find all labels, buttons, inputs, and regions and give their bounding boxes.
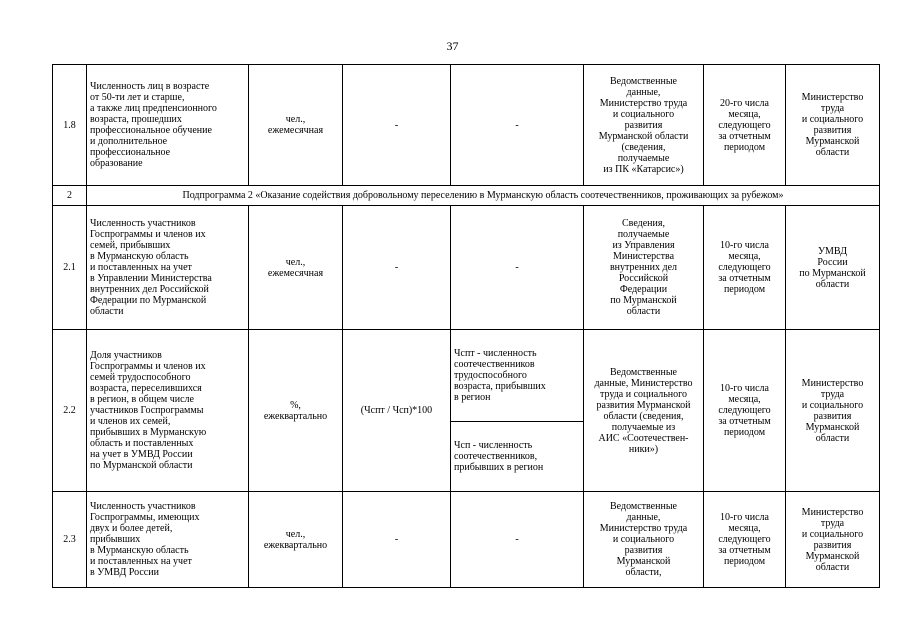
responsible-cell xyxy=(786,330,880,492)
text-line: за отчетным xyxy=(718,273,771,284)
text-line: %, xyxy=(290,399,301,411)
text-line: УМВД xyxy=(817,245,848,257)
text-line: Ведомственные xyxy=(610,366,677,378)
text-line: Министерство xyxy=(801,377,864,389)
text-line: труда xyxy=(820,517,845,529)
indicator-cell xyxy=(87,330,249,492)
text-line: месяца, xyxy=(728,394,761,405)
text-line: месяца, xyxy=(728,108,761,120)
text-line: Госпрограммы и членов их xyxy=(90,229,206,240)
table-row xyxy=(53,330,880,422)
text-line: а также лиц предпенсионного xyxy=(90,103,217,114)
text-line: и социального xyxy=(801,399,864,411)
text-line: Министерство xyxy=(801,506,864,518)
text-line: и членов их семей, xyxy=(90,416,171,427)
text-line: чел., xyxy=(285,114,306,125)
indicators-table xyxy=(52,64,880,588)
text-line: данные, xyxy=(626,512,661,523)
variable-chspt-cell xyxy=(451,330,584,422)
text-line: периодом xyxy=(723,427,766,438)
text-line: области xyxy=(815,432,850,444)
text-line: и социального xyxy=(801,114,864,125)
text-line: развития Мурманской xyxy=(596,399,691,411)
text-line: получаемые xyxy=(617,152,670,164)
text-line: прибывших в Мурманскую xyxy=(90,427,207,438)
text-line: за отчетным xyxy=(718,130,771,142)
text-line: следующего xyxy=(718,534,771,545)
text-line: (сведения, xyxy=(621,141,666,153)
formula-cell: (Чспт / Чсп)*100 xyxy=(343,330,451,492)
deadline-cell xyxy=(704,206,786,330)
text-line: ежеквартально xyxy=(263,410,328,422)
text-line: от 50-ти лет и старше, xyxy=(90,92,185,103)
text-line: месяца, xyxy=(728,251,761,262)
unit-cell xyxy=(249,206,343,330)
text-line: двух и более детей, xyxy=(90,523,173,534)
text-line: область и поставленных xyxy=(90,438,194,449)
variables-cell: - xyxy=(451,206,584,330)
variables-cell: - xyxy=(451,65,584,186)
text-line: из ПК «Катарсис») xyxy=(603,163,684,175)
indicator-cell xyxy=(87,492,249,588)
text-line: месяца, xyxy=(728,523,761,534)
text-line: Министерства xyxy=(612,251,675,262)
text-line: Мурманской xyxy=(616,556,671,567)
text-line: профессиональное обучение xyxy=(90,125,212,136)
text-line: прибывших xyxy=(90,534,141,545)
text-line: периодом xyxy=(723,284,766,295)
text-line: развития xyxy=(813,125,852,136)
variable-chsp-cell xyxy=(451,422,584,492)
text-line: области, xyxy=(625,567,662,578)
text-line: развития xyxy=(813,539,852,551)
text-line: в регион, в общем числе xyxy=(90,394,194,405)
text-line: возраста, переселившихся xyxy=(90,383,202,394)
text-line: получаемые xyxy=(617,229,670,240)
text-line: семей, прибывших xyxy=(90,240,171,251)
text-line: области xyxy=(815,147,850,158)
text-line: участников Госпрограммы xyxy=(90,405,204,416)
unit-cell xyxy=(249,492,343,588)
subprogram-number: 2 xyxy=(53,186,87,206)
source-cell xyxy=(584,206,704,330)
text-line: Ведомственные xyxy=(610,501,677,512)
text-line: Численность участников xyxy=(90,501,196,512)
text-line: Мурманской xyxy=(805,550,860,562)
indicator-cell xyxy=(87,206,249,330)
text-line: 20-го числа xyxy=(720,97,769,109)
formula-cell: - xyxy=(343,206,451,330)
text-line: по Мурманской xyxy=(610,295,677,306)
subprogram-row xyxy=(53,186,880,206)
text-line: Чспт - численность xyxy=(454,348,537,359)
row-number: 1.8 xyxy=(53,65,87,186)
text-line: и социального xyxy=(612,108,675,120)
deadline-cell xyxy=(704,330,786,492)
row-number: 2.2 xyxy=(53,330,87,492)
text-line: развития xyxy=(624,545,663,556)
text-line: труда и социального xyxy=(599,388,688,400)
row-number: 2.3 xyxy=(53,492,87,588)
text-line: 10-го числа xyxy=(720,512,769,523)
responsible-cell xyxy=(786,492,880,588)
text-line: и дополнительное xyxy=(90,136,168,147)
unit-cell xyxy=(249,65,343,186)
table-row xyxy=(53,65,880,186)
text-line: России xyxy=(817,256,848,268)
text-line: возраста, прошедших xyxy=(90,114,182,125)
text-line: Численность лиц в возрасте xyxy=(90,81,210,92)
text-line: развития xyxy=(813,410,852,422)
table-row xyxy=(53,206,880,330)
text-line: и социального xyxy=(612,534,675,545)
text-line: следующего xyxy=(718,405,771,416)
text-line: области (сведения, xyxy=(603,410,684,422)
text-line: труда xyxy=(820,103,845,114)
text-line: образование xyxy=(90,158,143,169)
text-line: АИС «Соотечествен- xyxy=(598,432,689,444)
text-line: области xyxy=(90,306,124,317)
text-line: Министерство труда xyxy=(599,523,688,534)
text-line: внутренних дел xyxy=(609,262,678,273)
text-line: профессиональное xyxy=(90,147,171,158)
row-number: 2.1 xyxy=(53,206,87,330)
page-number: 37 xyxy=(446,39,459,53)
text-line: трудоспособного xyxy=(454,370,527,381)
text-line: периодом xyxy=(723,556,766,567)
source-cell xyxy=(584,492,704,588)
text-line: соотечественников, xyxy=(454,451,538,462)
text-line: за отчетным xyxy=(718,545,771,556)
text-line: Мурманской xyxy=(805,421,860,433)
formula-cell: - xyxy=(343,492,451,588)
text-line: Федерации по Мурманской xyxy=(90,295,207,306)
text-line: семей трудоспособного xyxy=(90,372,191,383)
subprogram-title: Подпрограмма 2 «Оказание содействия добровольному переселению в Мурманскую область соотечественников, проживающих за рубежом» xyxy=(87,186,880,206)
text-line: по Мурманской области xyxy=(90,460,193,471)
text-line: Ведомственные xyxy=(610,75,677,87)
text-line: следующего xyxy=(718,119,771,131)
text-line: в УМВД России xyxy=(90,567,159,578)
text-line: Министерство xyxy=(801,92,864,103)
text-line: 10-го числа xyxy=(720,383,769,394)
text-line: в регион xyxy=(454,392,491,403)
formula-cell: - xyxy=(343,65,451,186)
text-line: Сведения, xyxy=(622,218,665,229)
variables-cell: - xyxy=(451,492,584,588)
text-line: внутренних дел Российской xyxy=(90,284,209,295)
indicator-cell xyxy=(87,65,249,186)
text-line: в Управлении Министерства xyxy=(90,273,212,284)
text-line: области xyxy=(815,278,850,290)
text-line: прибывших в регион xyxy=(454,462,544,473)
text-line: Госпрограммы и членов их xyxy=(90,361,206,372)
text-line: чел., xyxy=(285,528,306,540)
text-line: ежемесячная xyxy=(267,125,324,136)
source-cell xyxy=(584,330,704,492)
text-line: ежеквартально xyxy=(263,539,328,551)
source-cell xyxy=(584,65,704,186)
text-line: Мурманской xyxy=(805,136,860,147)
text-line: Федерации xyxy=(619,284,668,295)
text-line: Мурманской области xyxy=(598,130,689,142)
text-line: из Управления xyxy=(612,240,675,251)
text-line: 10-го числа xyxy=(720,240,769,251)
text-line: данные, xyxy=(626,86,661,98)
text-line: ежемесячная xyxy=(267,267,324,279)
text-line: Численность участников xyxy=(90,218,196,229)
text-line: чел., xyxy=(285,256,306,268)
responsible-cell xyxy=(786,65,880,186)
responsible-cell xyxy=(786,206,880,330)
text-line: получаемые из xyxy=(611,421,676,433)
text-line: Чсп - численность xyxy=(454,440,533,451)
text-line: следующего xyxy=(718,262,771,273)
text-line: труда xyxy=(820,388,845,400)
text-line: ники») xyxy=(628,443,659,455)
text-line: в Мурманскую область xyxy=(90,545,189,556)
text-line: и поставленных на учет xyxy=(90,262,192,273)
text-line: Министерство труда xyxy=(599,97,688,109)
unit-cell xyxy=(249,330,343,492)
text-line: развития xyxy=(624,119,663,131)
text-line: соотечественников xyxy=(454,359,535,370)
text-line: и поставленных на учет xyxy=(90,556,192,567)
deadline-cell xyxy=(704,492,786,588)
text-line: возраста, прибывших xyxy=(454,381,546,392)
text-line: области xyxy=(626,306,661,317)
text-line: за отчетным xyxy=(718,416,771,427)
text-line: данные, Министерство xyxy=(594,377,693,389)
text-line: по Мурманской xyxy=(799,267,866,279)
text-line: Госпрограммы, имеющих xyxy=(90,512,200,523)
text-line: в Мурманскую область xyxy=(90,251,189,262)
text-line: на учет в УМВД России xyxy=(90,449,193,460)
text-line: Доля участников xyxy=(90,350,162,361)
text-line: Российской xyxy=(618,273,669,284)
text-line: и социального xyxy=(801,528,864,540)
text-line: области xyxy=(815,561,850,573)
table-row xyxy=(53,492,880,588)
deadline-cell xyxy=(704,65,786,186)
text-line: периодом xyxy=(723,141,766,153)
